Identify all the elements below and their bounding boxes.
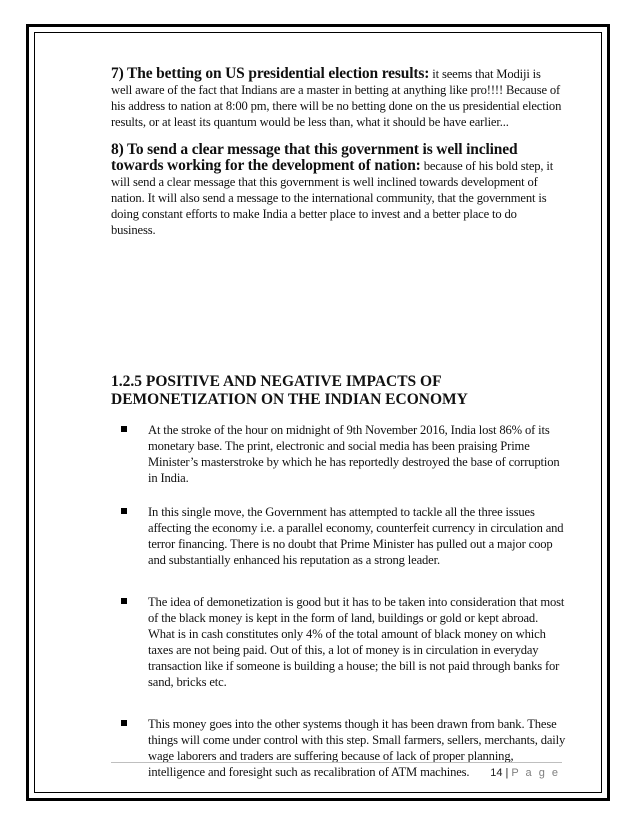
impacts-section-heading: 1.2.5 POSITIVE AND NEGATIVE IMPACTS OF DEMONETIZATION ON THE INDIAN ECONOMY [111, 373, 468, 408]
section-7-body: it seems that Modiji is well aware of the fact that Indians are a master in betting at anything like pro!!!! Because of his address to nation at 8:00 pm, there will be no betting done on the us presidential election results, or at least its quantum would be less than, what it should be have earlier... [111, 67, 562, 129]
square-bullet-icon [121, 720, 127, 726]
square-bullet-icon [121, 598, 127, 604]
list-item [121, 504, 566, 568]
bullet-text: At the stroke of the hour on midnight of 9th November 2016, India lost 86% of its monetary base. The print, electronic and social media has been praising Prime Minister’s masterstroke by which he has reportedly destroyed the base of corruption in India. [148, 423, 560, 485]
square-bullet-icon [121, 508, 127, 514]
footer-separator: | [505, 767, 509, 779]
bullet-text: In this single move, the Government has attempted to tackle all the three issues affecting the economy i.e. a parallel economy, counterfeit currency in circulation and terror financing. There is no doubt that Prime Minister has pulled out a major coop and substantially enhanced his reputation as a strong leader. [148, 505, 564, 567]
section-8-heading: 8) To send a clear message that this government is well inclined towards working for the development of nation: [111, 141, 518, 174]
bullet-text: The idea of demonetization is good but it has to be taken into consideration that most of the black money is kept in the form of land, buildings or gold or kept abroad. What is in cash constitutes only 4% of the total amount of black money on which taxes are not being paid. Out of this, a lot of money is in circulation in everyday transaction like if someone is building a house; the bill is not paid through banks for sand, bricks etc. [148, 595, 565, 689]
page-label: P a g e [511, 767, 560, 779]
section-7-heading: 7) The betting on US presidential election results: [111, 65, 430, 82]
paragraph-section-8 [111, 142, 563, 238]
footer-divider [111, 762, 562, 763]
list-item [121, 422, 566, 486]
page-number: 14 [490, 767, 503, 779]
paragraph-section-7 [111, 66, 563, 130]
page-footer [490, 767, 560, 779]
impacts-bullet-list [121, 422, 566, 780]
bullet-text: This money goes into the other systems though it has been drawn from bank. These things will come under control with this step. Small farmers, sellers, merchants, daily wage laborers and traders are suffering because of lack of proper planning, intelligence and foresight such as recalibration of ATM machines. [148, 717, 566, 779]
square-bullet-icon [121, 426, 127, 432]
list-item [121, 594, 566, 690]
section-8-body: because of his bold step, it will send a clear message that this government is well inclined towards development of nation. It will also send a message to the international community, that the government is doing constant efforts to make India a better place to invest and a better place to do business. [111, 159, 554, 237]
content-area [111, 66, 563, 238]
